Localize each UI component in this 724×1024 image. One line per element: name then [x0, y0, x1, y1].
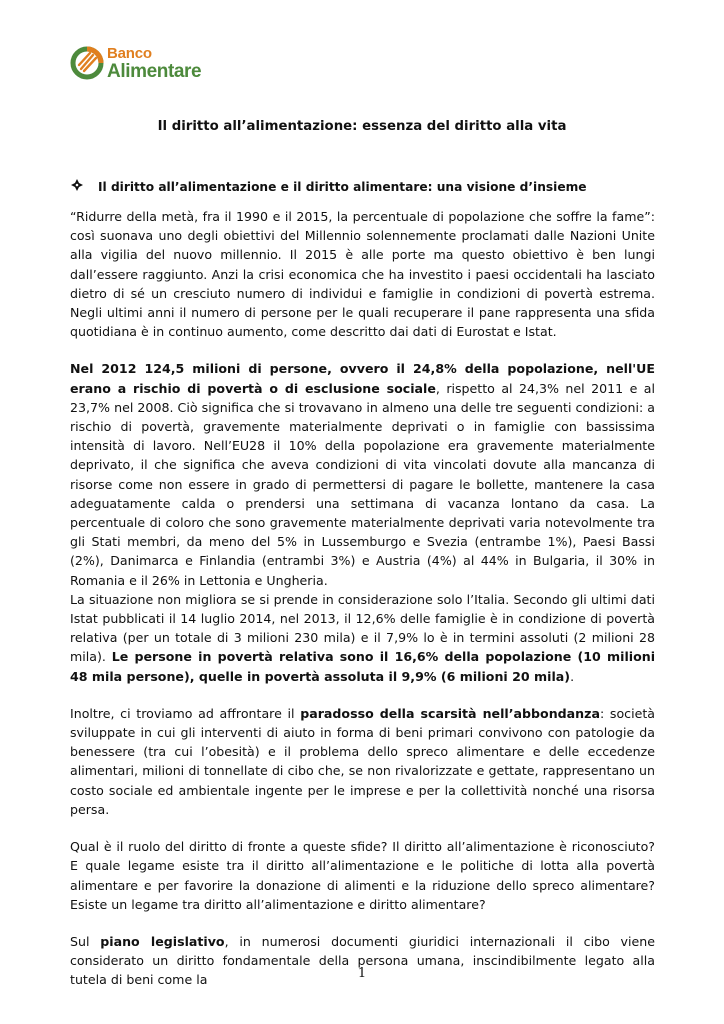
paragraph-2-text: , rispetto al 24,3% nel 2011 e al 23,7% nel 2008. Ciò significa che si trovavano in almeno una delle tre seguenti condizioni: a rischio di povertà, gravemente materialmente deprivati o in famiglie con bassissima intensità di lavoro. Nell’EU28 il 10% della popolazione era gravemente materialmente deprivato, il che significa che aveva condizioni di vita vincolati dovute alla mancanza di risorse come non essere in grado di permettersi di pagare le bollette, mantenere la casa adeguatamente calda o prendersi una settimana di vacanza lontano da casa. La percentuale di coloro che sono gravemente materialmente deprivati varia notevolmente tra gli Stati membri, da meno del 5% in Lussemburgo e Svezia (entrambe 1%), Paesi Bassi (2%), Danimarca e Finlandia (entrambi 3%) e Austria (4%) al 44% in Bulgaria, il 30% in Romania e il 26% in Lettonia e Ungheria.: [70, 380, 655, 588]
paragraph-3-text: La situazione non migliora se si prende in considerazione solo l’Italia. Secondo gli ultimi dati Istat pubblicati il 14 luglio 2014, nel 2013, il 12,6% delle famiglie è in condizione di povertà relativa (per un totale di 3 milioni 230 mila) e il 7,9% lo è in termini assoluti (2 milioni 28 mila).: [70, 591, 655, 665]
banco-alimentare-logo: [70, 44, 201, 82]
diamond-bullet-icon: [70, 178, 84, 192]
paragraph-4-bold: paradosso della scarsità nell’abbondanza: [300, 705, 600, 721]
paragraph-4-text-b: : società sviluppate in cui gli interventi di aiuto in forma di beni primari convivono con patologie da benessere (tra cui l’obesità) e il problema dello spreco alimentare e delle eccedenze alimentari, milioni di tonnellate di cibo che, se non rivalorizzate e gettate, rappresentano un costo sociale ed ambientale ingente per le imprese e per la collettività nonché una risorsa persa.: [70, 705, 655, 817]
paragraph-3: [70, 590, 655, 686]
section-heading: Il diritto all’alimentazione e il diritto alimentare: una visione d’insieme: [98, 180, 587, 194]
paragraph-6-text-a: Sul: [70, 933, 101, 949]
paragraph-1: “Ridurre della metà, fra il 1990 e il 2015, la percentuale di popolazione che soffre la fame”: così suonava uno degli obiettivi del Millennio solennemente proclamati dalle Nazioni Unite alla vigilia del nuovo millennio. Il 2015 è alle porte ma questo obiettivo è ben lungi dall’essere raggiunto. Anzi la crisi economica che ha investito i paesi occidentali ha lasciato dietro di sé un cresciuto numero di individui e famiglie in condizioni di povertà estrema. Negli ultimi anni il numero di persone per le quali recuperare il pane rappresenta una sfida quotidiana è in continuo aumento, come descritto dai dati di Eurostat e Istat.: [70, 209, 655, 340]
paragraph-3-bold: Le persone in povertà relativa sono il 16,6% della popolazione (10 milioni 48 mila persone), quelle in povertà assoluta il 9,9% (6 milioni 20 mila): [70, 649, 656, 684]
paragraph-4: [70, 704, 655, 819]
paragraph-2: [70, 359, 655, 589]
paragraph-5: Qual è il ruolo del diritto di fronte a queste sfide? Il diritto all’alimentazione è riconosciuto? E quale legame esiste tra il diritto all’alimentazione e le politiche di lotta alla povertà alimentare e per favorire la donazione di alimenti e la riduzione dello spreco alimentare? Esiste un legame tra diritto all’alimentazione e diritto alimentare?: [70, 839, 655, 912]
paragraph-4-text-a: Inoltre, ci troviamo ad affrontare il: [70, 705, 301, 721]
logo-text-alimentare: Alimentare: [107, 60, 202, 82]
paragraph-6-bold: piano legislativo: [100, 933, 225, 949]
page-number: 1: [357, 966, 367, 981]
logo-emblem-icon: [70, 44, 104, 82]
paragraph-6-text-b: , in numerosi documenti giuridici internazionali il cibo viene considerato un diritto fondamentale della persona umana, inscindibilmente legato alla tutela di beni come la: [70, 933, 655, 988]
document-title: Il diritto all’alimentazione: essenza del diritto alla vita: [157, 119, 567, 134]
paragraph-2-bold: Nel 2012 124,5 milioni di persone, ovvero il 24,8% della popolazione, nell'UE erano a rischio di povertà o di esclusione sociale: [70, 361, 655, 396]
body-text: [70, 207, 655, 990]
paragraph-3-end: .: [570, 668, 575, 684]
logo-text-banco: Banco: [107, 44, 152, 62]
